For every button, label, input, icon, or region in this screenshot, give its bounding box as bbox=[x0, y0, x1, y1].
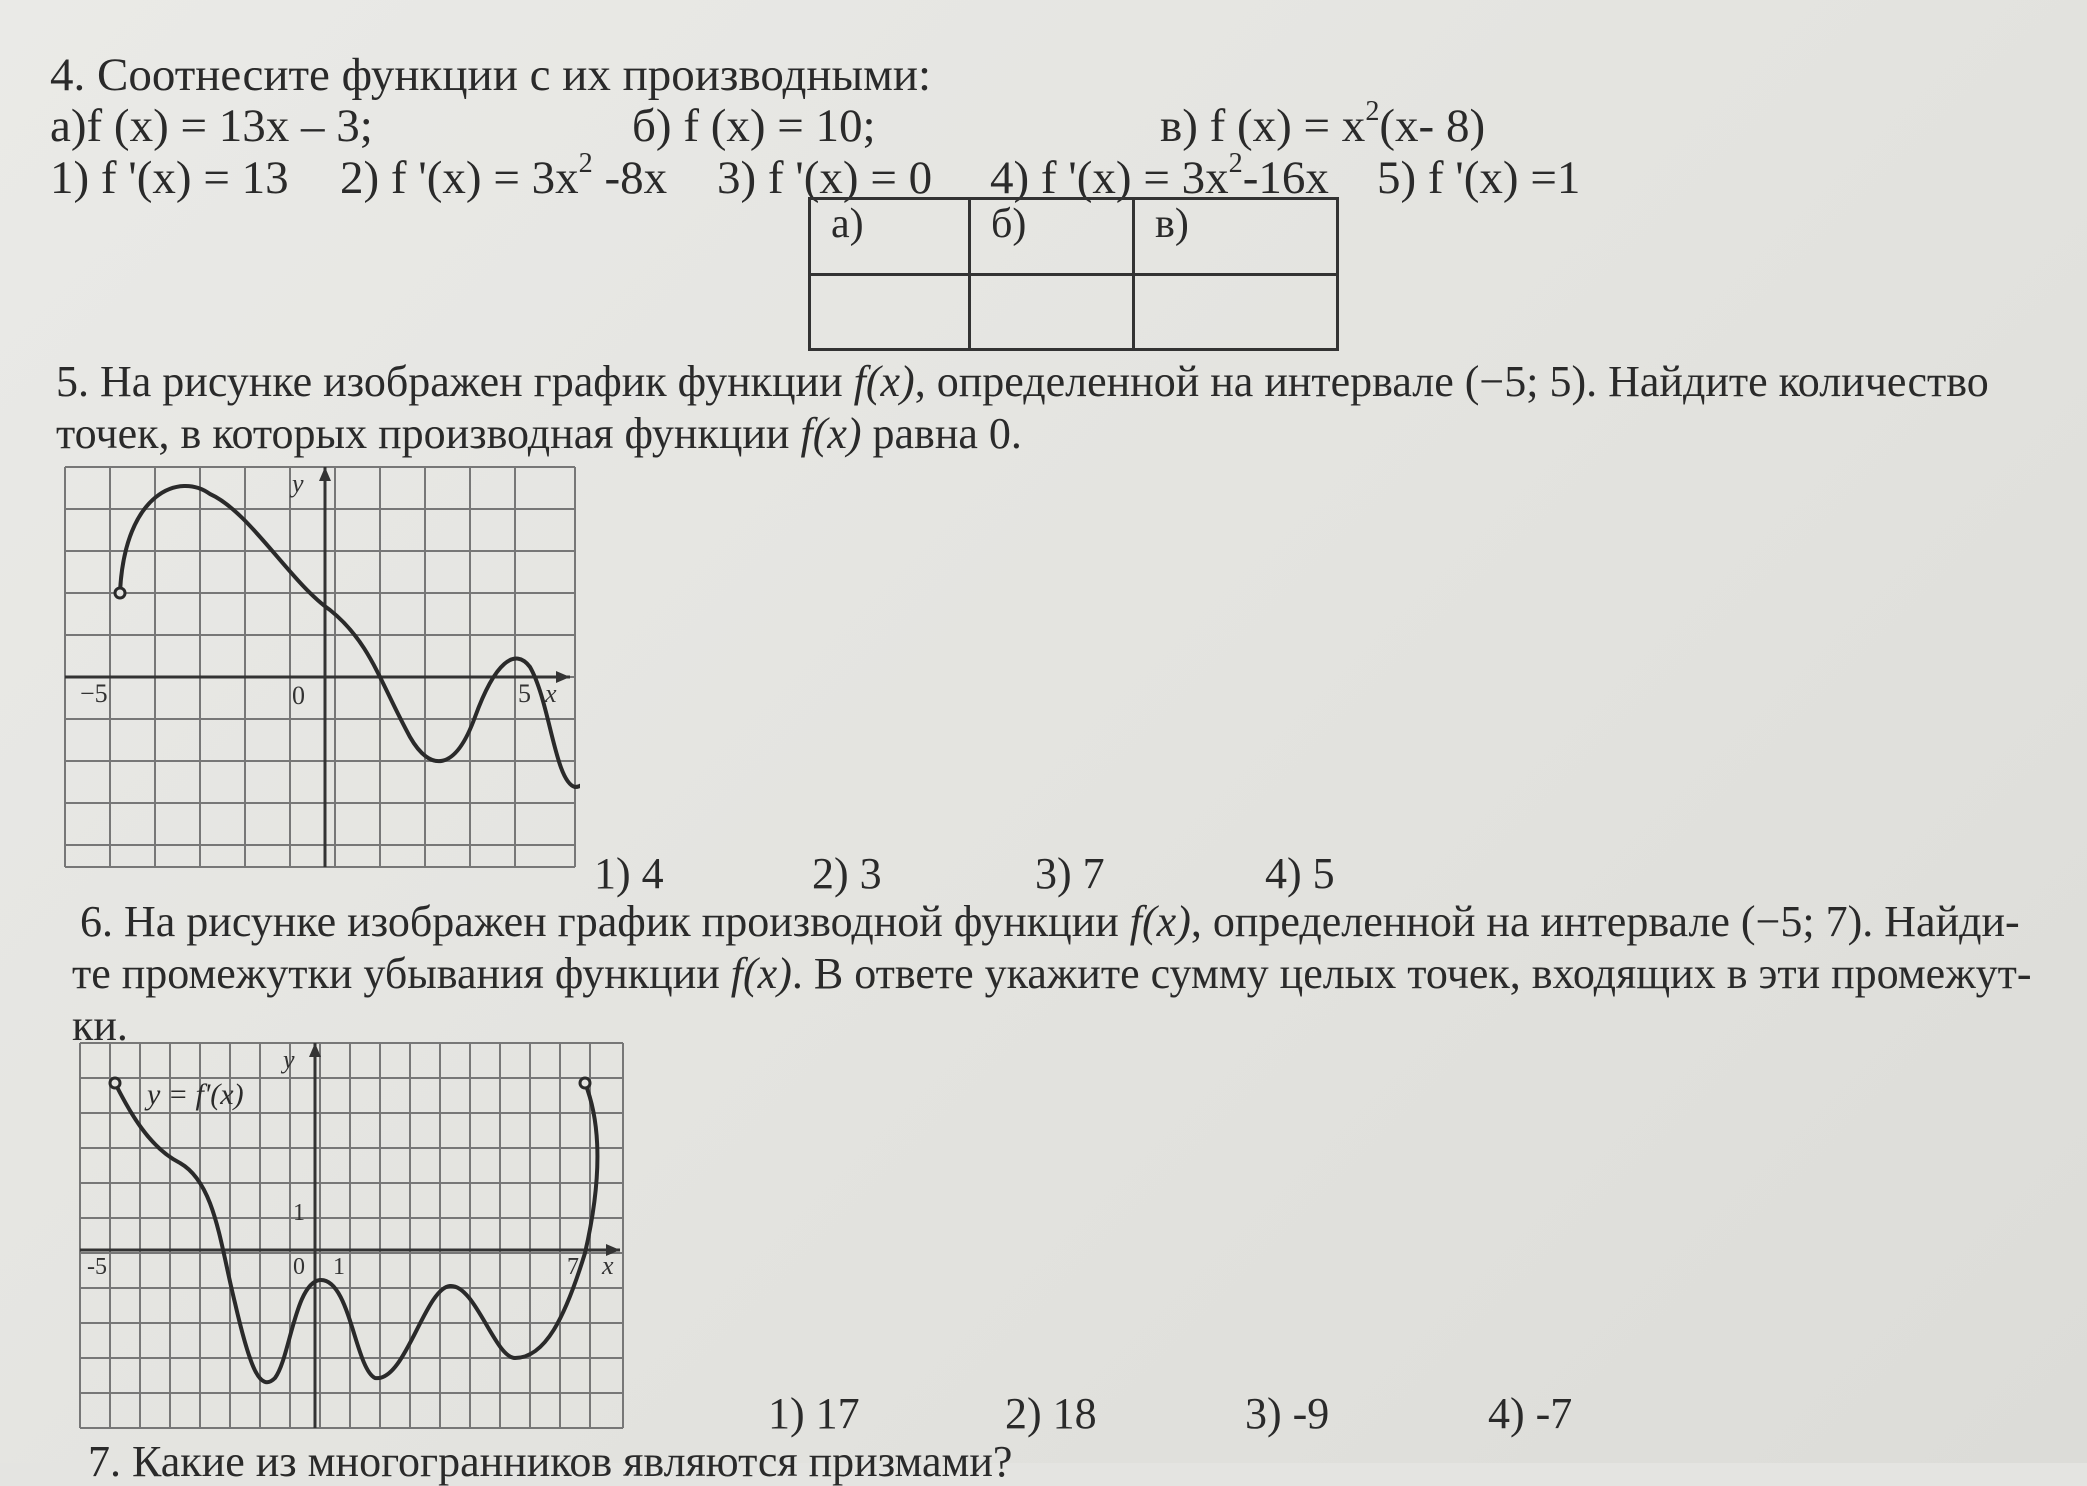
task5-text-line2 bbox=[56, 409, 1022, 458]
task6-line1-f: f(x) bbox=[1129, 897, 1191, 946]
task6-tick-zero: 0 bbox=[293, 1254, 305, 1280]
task6-curve-label: y = f'(x) bbox=[147, 1078, 244, 1111]
task5-line2-a: точек, в которых производная функции bbox=[56, 409, 801, 458]
task6-left-endpoint bbox=[110, 1078, 120, 1088]
task5-x-arrow bbox=[556, 671, 570, 683]
task5-x-label: x bbox=[545, 679, 557, 708]
task5-answer-1: 1) 4 bbox=[594, 849, 664, 898]
task5-text-line1 bbox=[56, 357, 1989, 406]
task5-y-label: y bbox=[292, 469, 304, 498]
task4-d2-exp: 2 bbox=[578, 147, 593, 179]
task4-func-a-label: а) bbox=[50, 100, 87, 152]
task6-line2-f: f(x) bbox=[730, 949, 792, 998]
task5-graph bbox=[60, 462, 580, 872]
task6-x-label: x bbox=[602, 1251, 614, 1280]
task4-func-a-body: f (x) = 13x – 3; bbox=[86, 100, 373, 152]
answer-cell-a[interactable] bbox=[810, 275, 970, 350]
task6-line1-b: , определенной на интервале (−5; 7). Найди- bbox=[1190, 897, 2020, 946]
task5-line1-a: 5. На рисунке изображен график функции bbox=[56, 357, 854, 406]
answer-header-c: в) bbox=[1134, 199, 1338, 275]
task6-tick-7: 7 bbox=[567, 1254, 579, 1280]
task6-answer-3: 3) -9 bbox=[1245, 1389, 1330, 1438]
task4-derivative-4 bbox=[990, 147, 1329, 204]
task6-line1-a: 6. На рисунке изображен график производной функции bbox=[80, 897, 1130, 946]
task4-func-c-post: (x- 8) bbox=[1379, 100, 1486, 152]
task6-graph bbox=[75, 1038, 635, 1433]
task5-answer-2: 2) 3 bbox=[812, 849, 882, 898]
task4-d2-pre: 2) f '(x) = 3x bbox=[340, 152, 579, 204]
task6-line2-a: те промежутки убывания функции bbox=[72, 949, 731, 998]
answer-cell-b[interactable] bbox=[970, 275, 1134, 350]
task4-func-c-pre: f (x) = x bbox=[1209, 100, 1366, 152]
task5-tick-zero: 0 bbox=[292, 681, 305, 710]
task4-func-c-label: в) bbox=[1160, 100, 1198, 152]
task5-tick-5: 5 bbox=[518, 679, 531, 708]
task6-right-endpoint bbox=[580, 1078, 590, 1088]
task6-answer-4: 4) -7 bbox=[1488, 1389, 1573, 1438]
answer-cell-c[interactable] bbox=[1134, 275, 1338, 350]
task5-line1-b: , определенной на интервале (−5; 5). Найдите количество bbox=[914, 357, 1989, 406]
task4-title: 4. Соотнесите функции с их производными: bbox=[50, 49, 932, 101]
answer-header-a: а) bbox=[810, 199, 970, 275]
task5-tick-minus5: −5 bbox=[80, 679, 108, 708]
task5-function-curve bbox=[120, 486, 580, 787]
task4-d4-pre: 4) f '(x) = 3x bbox=[990, 152, 1229, 204]
task5-answer-3: 3) 7 bbox=[1035, 849, 1105, 898]
task6-text-line3: ки. bbox=[72, 1001, 128, 1050]
task4-derivative-3: 3) f '(x) = 0 bbox=[717, 152, 933, 204]
task5-y-arrow bbox=[319, 467, 331, 481]
task4-func-b: б) f (x) = 10; bbox=[632, 100, 876, 152]
task7-text-line1: 7. Какие из многогранников являются призмами? bbox=[88, 1437, 1013, 1486]
task4-d4-post: -16x bbox=[1242, 152, 1329, 204]
task5-line2-b: равна 0. bbox=[861, 409, 1022, 458]
task4-derivative-5: 5) f '(x) =1 bbox=[1377, 152, 1581, 204]
task5-answer-4: 4) 5 bbox=[1265, 849, 1335, 898]
task4-derivative-2 bbox=[340, 147, 668, 204]
task6-line2-b: . В ответе укажите сумму целых точек, входящих в эти промежут- bbox=[791, 949, 2032, 998]
task4-d2-post: -8x bbox=[592, 152, 668, 204]
task6-y-label: y bbox=[283, 1045, 295, 1074]
task4-func-c-exp: 2 bbox=[1365, 95, 1380, 127]
task6-text-line2 bbox=[72, 949, 2032, 998]
task4-answer-table bbox=[808, 197, 1339, 351]
task6-answer-2: 2) 18 bbox=[1005, 1389, 1097, 1438]
answer-header-b: б) bbox=[970, 199, 1134, 275]
task5-left-endpoint bbox=[115, 588, 125, 598]
task6-tick-one-x: 1 bbox=[333, 1254, 345, 1280]
task5-line2-f: f(x) bbox=[800, 409, 862, 458]
task6-text-line1 bbox=[80, 897, 2020, 946]
task5-line1-f: f(x) bbox=[853, 357, 915, 406]
task6-derivative-curve bbox=[115, 1083, 597, 1382]
task6-tick-minus5: -5 bbox=[87, 1254, 107, 1280]
task4-func-a bbox=[50, 100, 373, 152]
task4-func-c bbox=[1160, 95, 1486, 152]
task6-tick-one-y: 1 bbox=[293, 1200, 305, 1226]
task4-d4-exp: 2 bbox=[1228, 147, 1243, 179]
task4-derivative-1: 1) f '(x) = 13 bbox=[50, 152, 289, 204]
task6-answer-1: 1) 17 bbox=[768, 1389, 860, 1438]
